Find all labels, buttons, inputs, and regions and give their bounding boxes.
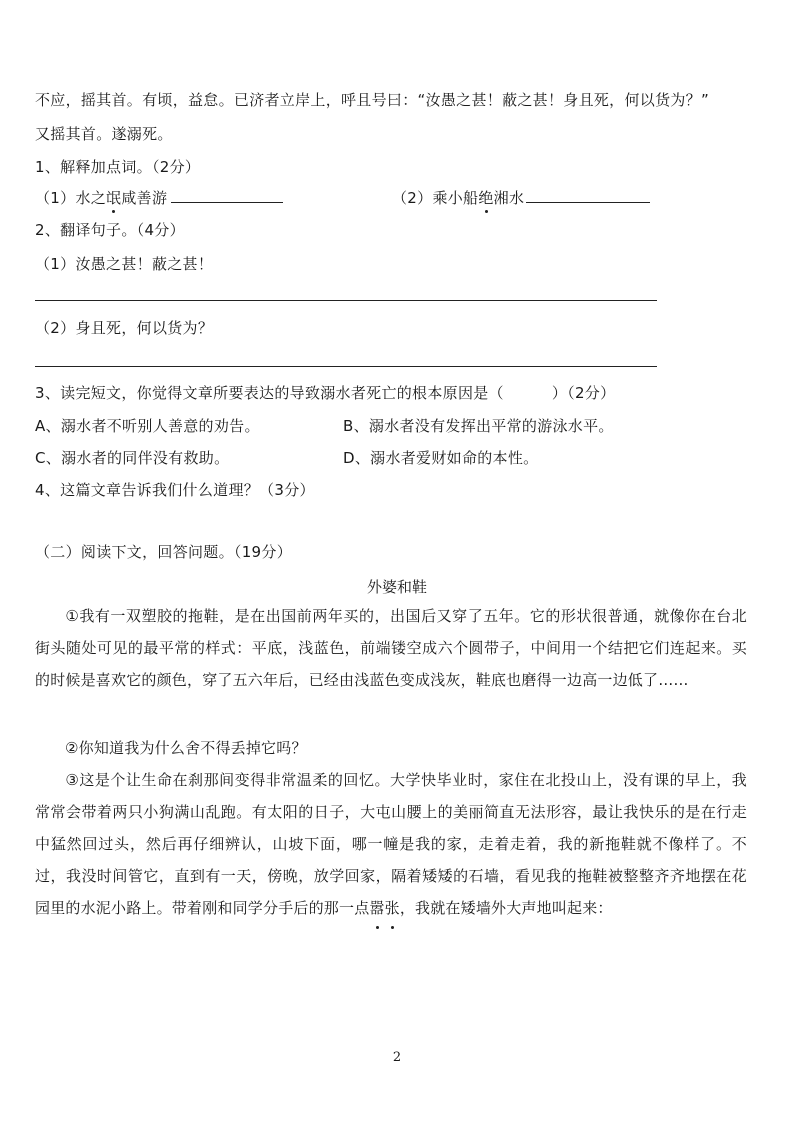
- paragraph-3-text: ③这是个让生命在刹那间变得非常温柔的回忆。大学快毕业时，家住在北投山上，没有课的早上，我常常会带着两只小狗满山乱跑。有太阳的日子，大屯山腰上的美丽简直无法形容，最让我快乐的是在行走中猛然回过头，然后再仔细辨认，山坡下面，哪一幢是我的家，走着走着，我的新拖鞋就不像样了。不过，我没时间管它，直到有一天，傍晚，放学回家，隔着矮矮的石墙，看见我的拖鞋被整整齐齐地摆在花园里的水泥小路上。带着刚和同学分手后的那一点: [35, 771, 747, 917]
- item-2-suffix: 湘水: [493, 189, 525, 207]
- item-2-prefix: （2）乘小船: [392, 189, 479, 207]
- question-2-sentence-1: （1）汝愚之甚！蔽之甚！: [35, 255, 214, 273]
- passage-line-1: 不应，摇其首。有顷，益怠。已济者立岸上，呼且号曰：“汝愚之甚！蔽之甚！身且死，何以货为？”: [35, 91, 710, 109]
- question-3-suffix: ）（2分）: [551, 384, 616, 402]
- paragraph-1-text: ①我有一双塑胶的拖鞋，是在出国前两年买的，出国后又穿了五年。它的形状很普通，就像你在台北街头随处可见的最平常的样式：平底，浅蓝色，前端镂空成六个圆带子，中间用一个结把它们连起来。买的时候是喜欢它的颜色，穿了五六年后，已经由浅蓝色变成浅灰，鞋底也磨得一边高一边低了……: [35, 607, 747, 689]
- paragraph-1: [35, 600, 747, 696]
- dotted-character: 嚣: [369, 892, 384, 924]
- option-b: B、溺水者没有发挥出平常的游泳水平。: [343, 417, 614, 435]
- answer-line-2[interactable]: [35, 366, 657, 367]
- option-d: D、溺水者爱财如命的本性。: [343, 449, 539, 467]
- passage-line-2: 又摇其首。遂溺死。: [35, 125, 173, 143]
- question-1-item-1: [35, 188, 283, 208]
- paragraph-2: [35, 732, 747, 764]
- question-2-sentence-2: （2）身且死，何以货为？: [35, 319, 214, 337]
- answer-blank-2[interactable]: [526, 188, 650, 203]
- option-c: C、溺水者的同伴没有救助。: [35, 449, 230, 467]
- item-1-suffix: 咸善游: [121, 189, 168, 207]
- paragraph-3: [35, 764, 747, 924]
- question-1-heading: 1、解释加点词。（2分）: [35, 158, 201, 176]
- article-title: 外婆和鞋: [366, 578, 427, 596]
- paragraph-3-end: ，我就在矮墙外大声地叫起来：: [399, 899, 613, 917]
- answer-line-1[interactable]: [35, 300, 657, 301]
- item-1-prefix: （1）水之: [35, 189, 107, 207]
- question-1-item-2: [392, 188, 650, 208]
- option-a: A、溺水者不听别人善意的劝告。: [35, 417, 260, 435]
- dotted-character: 绝: [478, 189, 494, 207]
- question-2-heading: 2、翻译句子。（4分）: [35, 221, 185, 239]
- question-3-heading: [35, 383, 615, 403]
- question-3-prefix: 3、读完短文，你觉得文章所要表达的导致溺水者死亡的根本原因是（: [35, 384, 504, 402]
- section-2-heading: （二）阅读下文，回答问题。（19分）: [35, 543, 292, 561]
- answer-blank-1[interactable]: [171, 188, 283, 203]
- page-number: 2: [392, 1050, 402, 1065]
- question-4-heading: 4、这篇文章告诉我们什么道理？（3分）: [35, 481, 315, 499]
- dotted-character: 张: [385, 892, 400, 924]
- paragraph-2-text: ②你知道我为什么舍不得丢掉它吗？: [65, 739, 307, 757]
- dotted-character: 氓: [106, 189, 122, 207]
